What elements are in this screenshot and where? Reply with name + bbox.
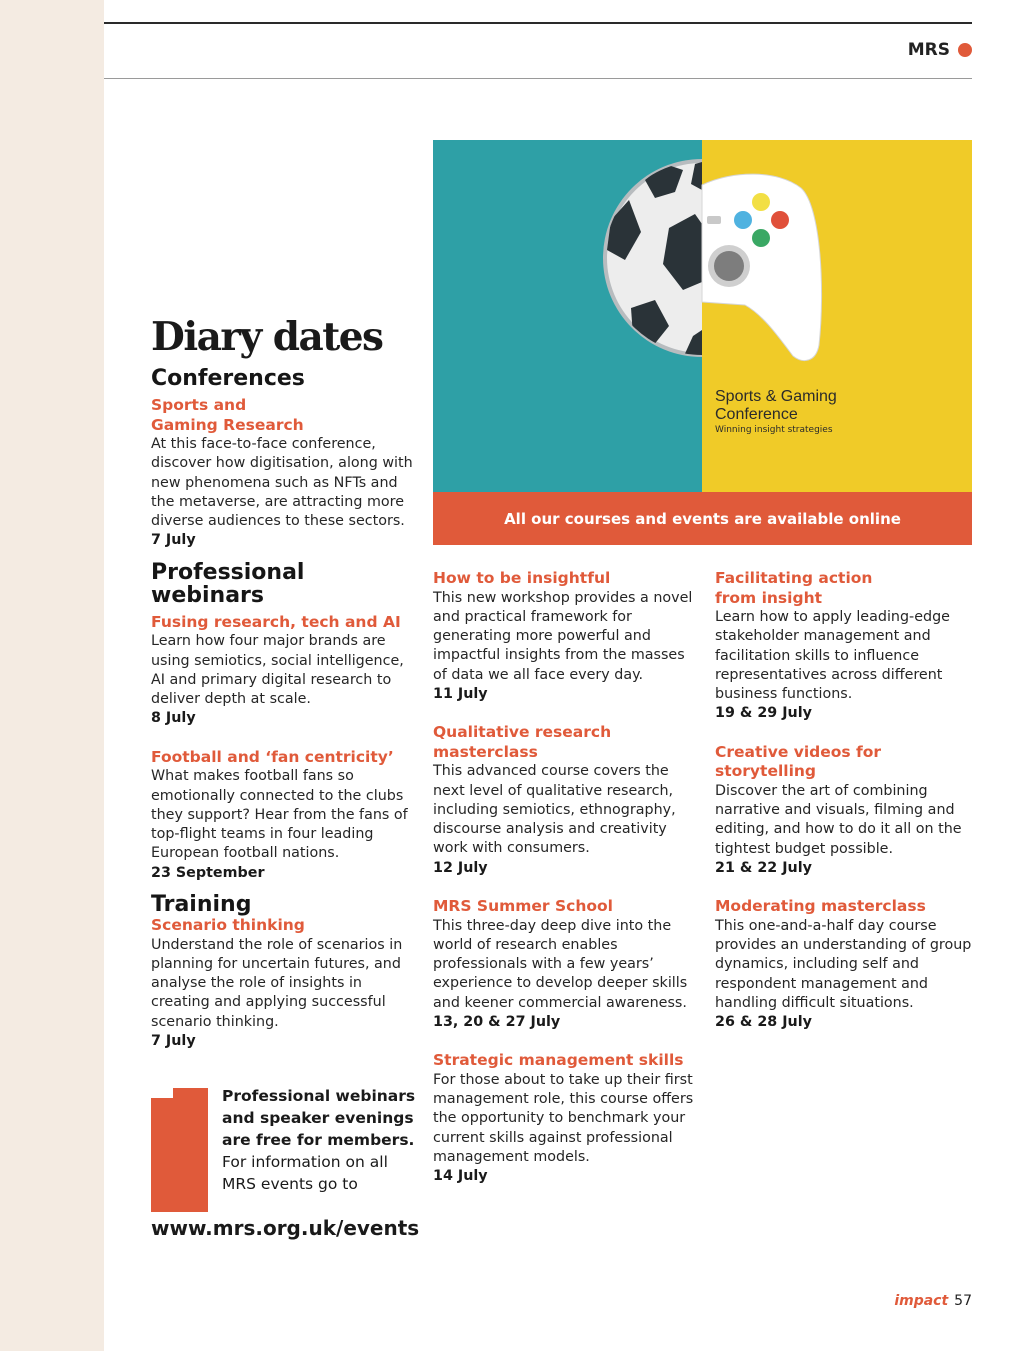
course-title: Creative videos for (715, 742, 882, 761)
gamepad-icon (702, 174, 822, 360)
section-tag (908, 40, 972, 60)
course-title-cont: storytelling (715, 762, 817, 781)
event-title: Football and ‘fan centricity’ (151, 747, 394, 766)
hero-subtitle: Winning insight strategies (715, 425, 833, 435)
magazine-logo: impact (894, 1293, 949, 1309)
course-date: 14 July (433, 1168, 488, 1185)
course-description: This advanced course covers the next level of qualitative research, including semiotics, ethnography, discourse analysis and creativity work with consumers. (433, 763, 676, 857)
event-description: What makes football fans so emotionally connected to the clubs they support? Hear from the fans of top-flight teams in four leading European football nations. (151, 768, 408, 862)
members-note (222, 1085, 422, 1195)
event-title: Fusing research, tech and AI (151, 612, 401, 631)
webinars-heading: Professional (151, 559, 305, 585)
note-accent-bar (151, 1088, 208, 1212)
course-description: For those about to take up their first management role, this course offers the opportunity to benchmark your current skills against professional management models. (433, 1071, 694, 1166)
course-date: 21 & 22 July (715, 859, 812, 876)
event-date: 7 July (151, 532, 196, 549)
right-column (715, 569, 977, 1033)
course-description: This three-day deep dive into the world of research enables professionals with a few years’ experience to develop deeper skills and keener commercial awareness. (433, 917, 688, 1011)
course-description: This new workshop provides a novel and practical framework for generating more powerful and impactful insights from the masses of data we all face every day. (433, 589, 693, 683)
course-date: 13, 20 & 27 July (433, 1014, 561, 1031)
course-description: This one-and-a-half day course provides an understanding of group dynamics, including self and respondent management and handling difficult situations. (715, 917, 972, 1011)
course-title: Qualitative research (433, 723, 612, 742)
course-title: Facilitating action (715, 569, 873, 587)
event-title: Sports and (151, 396, 247, 414)
page-number: 57 (954, 1293, 972, 1309)
left-column (151, 367, 413, 1051)
event-description: Understand the role of scenarios in planning for uncertain futures, and analyse the role of insights in creating and applying successful scenario thinking. (151, 936, 403, 1030)
left-margin-strip (0, 0, 104, 1351)
top-rule (104, 22, 972, 24)
event-title-cont: Gaming Research (151, 415, 304, 434)
hero-image (433, 140, 972, 492)
page-footer (894, 1293, 972, 1309)
middle-column (433, 569, 695, 1187)
note-bold-text: Professional webinars and speaker evenings are free for members. (222, 1087, 416, 1149)
conferences-heading: Conferences (151, 366, 305, 391)
event-description: Learn how four major brands are using semiotics, social intelligence, AI and primary digital research to deliver depth at scale. (151, 633, 404, 708)
course-title: Strategic management skills (433, 1051, 684, 1070)
section-dot-icon (958, 43, 972, 57)
events-link[interactable]: www.mrs.org.uk/events (151, 1216, 420, 1240)
course-date: 26 & 28 July (715, 1014, 812, 1031)
section-tag-label: MRS (907, 40, 950, 60)
header-rule (104, 78, 972, 79)
page-title: Diary dates (151, 314, 383, 360)
event-description: At this face-to-face conference, discover how digitisation, along with new phenomena such as NFTs and the metaverse, are attracting more diverse audiences to these sectors. (151, 436, 413, 530)
event-date: 7 July (151, 1033, 196, 1050)
course-title: MRS Summer School (433, 897, 613, 916)
online-banner: All our courses and events are available online (433, 492, 972, 545)
note-accent-notch (151, 1088, 173, 1098)
course-description: Learn how to apply leading-edge stakeholder management and facilitation skills to influence representatives across different business functions. (715, 609, 950, 703)
course-date: 11 July (433, 685, 488, 702)
course-title: Moderating masterclass (715, 897, 926, 916)
hero-title-line2: Conference (715, 406, 798, 423)
course-title: How to be insightful (433, 569, 611, 587)
course-date: 19 & 29 July (715, 705, 812, 722)
hero-caption (715, 388, 837, 435)
event-date: 8 July (151, 710, 196, 727)
training-heading: Training (151, 892, 252, 918)
note-text: For information on all MRS events go to (222, 1153, 388, 1193)
course-date: 12 July (433, 859, 488, 876)
webinars-heading-cont: webinars (151, 582, 264, 608)
course-title-cont: from insight (715, 588, 823, 607)
event-title: Scenario thinking (151, 916, 305, 935)
hero-title-line1: Sports & Gaming (715, 388, 837, 405)
ball-controller-illustration (433, 140, 972, 492)
course-description: Discover the art of combining narrative and visuals, filming and editing, and how to do it all on the tightest budget possible. (715, 782, 962, 857)
event-date: 23 September (151, 864, 265, 881)
course-title-cont: masterclass (433, 742, 538, 761)
